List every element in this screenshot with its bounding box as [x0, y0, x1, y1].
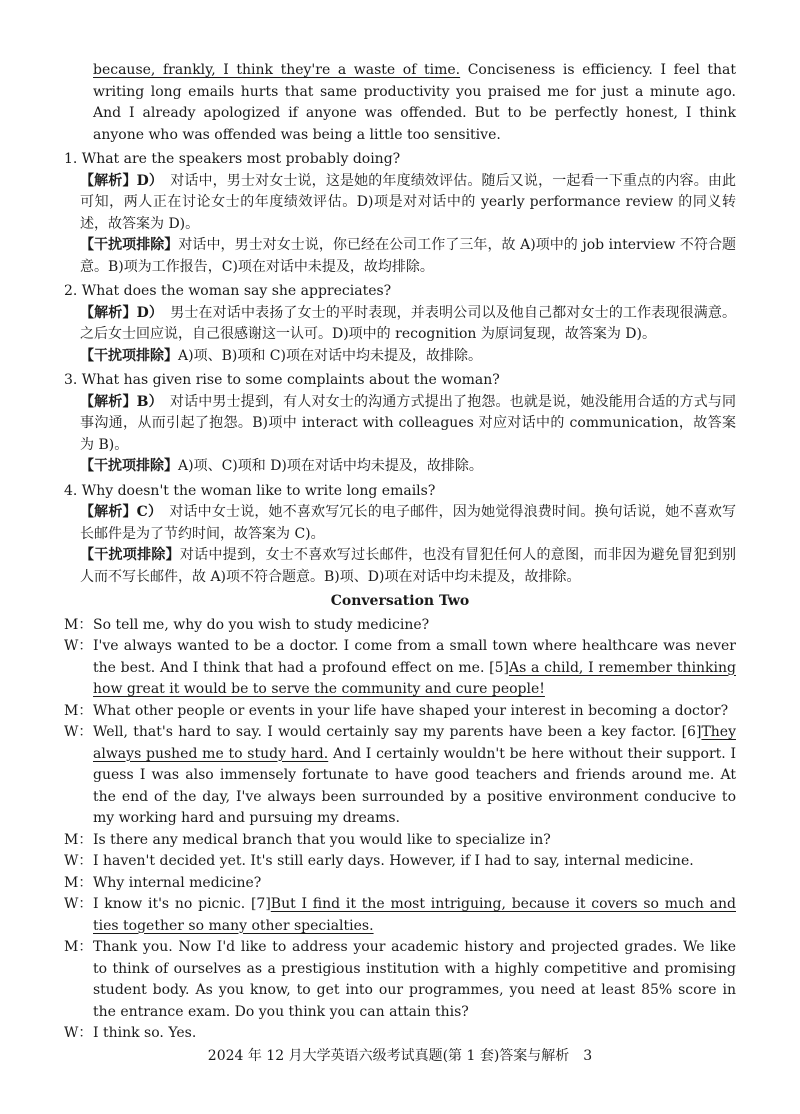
elimination-text: 对话中，男士对女士说，你已经在公司工作了三年，故 A)项中的 job interview 不符合题意。B)项为工作报告，C)项在对话中未提及，故均排除。	[80, 237, 736, 275]
answer-underline: As a child, I remember thinking how great it would be to serve the community and cure people!	[93, 659, 736, 697]
dialogue-text	[93, 636, 736, 701]
analysis-text: 对话中男士提到，有人对女士的沟通方式提出了抱怨。也就是说，她没能用合适的方式与同事沟通，从而引起了抱怨。B)项中 interact with colleagues 对应对话中的 communication，故答案为 B)。	[80, 393, 737, 453]
dialogue-turn	[64, 636, 736, 701]
speaker-label: W：	[64, 724, 93, 740]
dialogue-turn	[64, 937, 736, 1023]
dialogue-text	[93, 894, 736, 937]
analysis-text: 对话中女士说，她不喜欢写冗长的电子邮件，因为她觉得浪费时间。换句话说，她不喜欢写长邮件是为了节约时间，故答案为 C)。	[80, 504, 736, 542]
question-marker: [7]	[250, 896, 271, 912]
dialogue-text	[93, 851, 736, 873]
dialogue-turn	[64, 1023, 736, 1045]
dialogue-text	[93, 722, 736, 830]
elimination-note	[64, 545, 736, 588]
analysis-label: 【解析】C）	[80, 504, 156, 520]
conversation-transcript	[64, 615, 736, 1045]
answer-underline: But I find it the most intriguing, because it covers so much and ties together so many other specialties.	[93, 896, 736, 934]
question-marker: [5]	[489, 659, 509, 676]
analysis-note	[64, 502, 736, 545]
speaker-label: W：	[64, 638, 93, 654]
dialogue-turn	[64, 830, 736, 852]
dialogue-pre: I've always wanted to be a doctor. I come from a small town where healthcare was never the best. And I think that had a profound effect on me.	[93, 638, 736, 676]
elimination-label: 【干扰项排除】	[80, 237, 179, 253]
dialogue-pre: Well, that's hard to say. I would certainly say my parents have been a key factor.	[93, 724, 682, 740]
question-block	[64, 481, 736, 589]
question-marker: [6]	[681, 724, 702, 740]
dialogue-pre: Thank you. Now I'd like to address your academic history and projected grades. We like to think of ourselves as a prestigious institution with a highly competitive and promising student body. As you know, to get into our programmes, you need at least 85% score in the entrance exam. Do you think you can attain this?	[93, 939, 736, 1020]
dialogue-text	[93, 701, 736, 723]
elimination-note	[64, 456, 736, 478]
intro-paragraph	[64, 60, 736, 146]
dialogue-pre: So tell me, why do you wish to study medicine?	[93, 616, 430, 633]
analysis-text: 男士在对话中表扬了女士的平时表现，并表明公司以及他自己都对女士的工作表现很满意。之后女士回应说，自己很感谢这一认可。D)项中的 recognition 为原词复现，故答案为 D)。	[80, 304, 737, 342]
elimination-note	[64, 346, 736, 368]
speaker-label: W：	[64, 1025, 93, 1041]
analysis-text: 对话中，男士对女士说，这是她的年度绩效评估。随后又说，一起看一下重点的内容。由此可知，两人正在讨论女士的年度绩效评估。D)项是对对话中的 yearly performance review 的同义转述，故答案为 D)。	[80, 172, 737, 232]
intro-text: Conciseness is efficiency. I feel that writing long emails hurts that same productivity you praised me for just a minute ago. And I already apologized if anyone was offended. But to be perfectly honest, I think anyone who was offended was being a little too sensitive.	[93, 62, 736, 143]
question-text: 4. Why doesn't the woman like to write long emails?	[64, 482, 436, 499]
analysis-note	[64, 171, 736, 236]
analysis-label: 【解析】D）	[80, 172, 157, 189]
dialogue-pre: Why internal medicine?	[93, 874, 262, 891]
dialogue-turn	[64, 851, 736, 873]
page-content	[64, 60, 736, 1045]
analysis-label: 【解析】B）	[80, 393, 156, 410]
dialogue-pre: I think so. Yes.	[93, 1025, 197, 1041]
dialogue-text	[93, 615, 736, 637]
question-text: 1. What are the speakers most probably doing?	[64, 151, 401, 167]
dialogue-text	[93, 873, 736, 895]
dialogue-text	[93, 1023, 736, 1045]
dialogue-pre: Is there any medical branch that you would like to specialize in?	[93, 831, 551, 848]
analysis-note	[64, 303, 736, 346]
dialogue-text	[93, 830, 736, 852]
elimination-label: 【干扰项排除】	[80, 547, 180, 563]
question-text: 3. What has given rise to some complaints about the woman?	[64, 372, 500, 388]
question-block	[64, 370, 736, 478]
speaker-label: W：	[64, 896, 93, 912]
dialogue-post: And I certainly wouldn't be here without their support. I guess I was also immensely fortunate to have good teachers and friends around me. At the end of the day, I've always been surrounded by a positive environment conducive to my working hard and pursuing my dreams.	[93, 745, 736, 826]
elimination-text: A)项、C)项和 D)项在对话中均未提及，故排除。	[178, 458, 483, 474]
elimination-note	[64, 235, 736, 278]
dialogue-turn	[64, 873, 736, 895]
intro-underlined-text: because, frankly, I think they're a waste of time.	[93, 62, 461, 78]
dialogue-turn	[64, 894, 736, 937]
speaker-label: M：	[64, 874, 93, 891]
dialogue-text	[93, 937, 736, 1023]
speaker-label: M：	[64, 702, 93, 719]
dialogue-turn	[64, 615, 736, 637]
elimination-label: 【干扰项排除】	[80, 458, 178, 474]
dialogue-pre: I haven't decided yet. It's still early days. However, if I had to say, internal medicine.	[93, 853, 694, 869]
dialogue-turn	[64, 722, 736, 830]
dialogue-pre: What other people or events in your life have shaped your interest in becoming a doctor?	[93, 702, 729, 719]
speaker-label: M：	[64, 831, 93, 848]
elimination-text: 对话中提到，女士不喜欢写过长邮件，也没有冒犯任何人的意图，而非因为避免冒犯到别人而不写长邮件，故 A)项不符合题意。B)项、D)项在对话中均未提及，故排除。	[80, 547, 737, 585]
question-block	[64, 149, 736, 278]
elimination-label: 【干扰项排除】	[80, 347, 178, 364]
dialogue-turn	[64, 701, 736, 723]
question-list	[64, 149, 736, 588]
speaker-label: W：	[64, 853, 93, 869]
elimination-text: A)项、B)项和 C)项在对话中均未提及，故排除。	[178, 347, 482, 364]
analysis-note	[64, 392, 736, 457]
question-block	[64, 281, 736, 367]
page-footer: 2024 年 12 月大学英语六级考试真题(第 1 套)答案与解析 3	[207, 1048, 593, 1064]
speaker-label: M：	[64, 616, 93, 633]
question-text: 2. What does the woman say she appreciates?	[64, 283, 392, 299]
answer-underline: They always pushed me to study hard.	[93, 724, 736, 762]
speaker-label: M：	[64, 939, 93, 955]
dialogue-pre: I know it's no picnic.	[93, 896, 251, 912]
analysis-label: 【解析】D）	[80, 304, 157, 321]
conversation-title: Conversation Two	[330, 593, 470, 609]
